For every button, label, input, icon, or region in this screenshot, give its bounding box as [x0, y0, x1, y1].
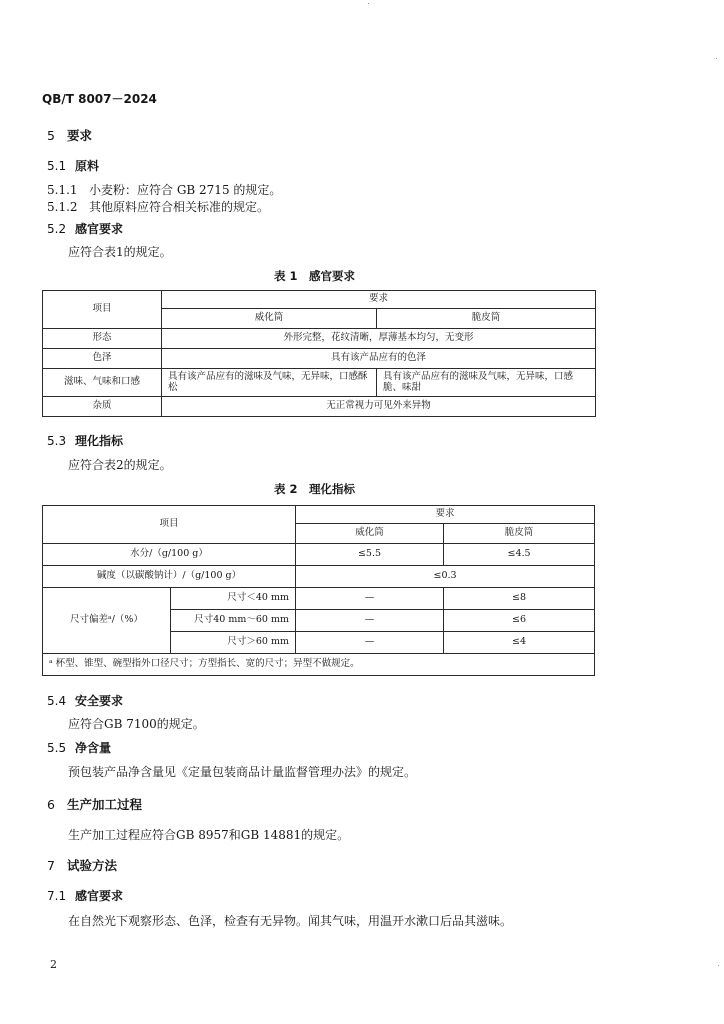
table-cell: ≤4.5	[444, 544, 595, 566]
section-number: 5.1	[47, 159, 67, 173]
paragraph-5-3: 应符合表2的规定。	[68, 458, 172, 472]
table-row-label: 水分/（g/100 g）	[43, 544, 296, 566]
document-header-id: QB/T 8007－2024	[42, 92, 157, 106]
section-7-heading	[47, 856, 117, 874]
table-cell: ≤0.3	[296, 566, 595, 588]
section-title: 原料	[75, 159, 100, 173]
table-row-sublabel: 尺寸＞60 mm	[171, 632, 296, 654]
table-2-physicochemical	[42, 505, 595, 676]
table-cell: 无正常视力可见外来异物	[162, 397, 596, 417]
table-row-sublabel: 尺寸40 mm～60 mm	[171, 610, 296, 632]
table-2-caption: 表 2 理化指标	[274, 482, 356, 496]
section-5-5-heading	[47, 739, 111, 756]
paragraph-5-4: 应符合GB 7100的规定。	[68, 717, 205, 731]
table-header-requirement: 要求	[162, 291, 596, 309]
section-6-heading	[47, 795, 142, 813]
section-title: 要求	[67, 128, 93, 143]
table-row-sublabel: 尺寸＜40 mm	[171, 588, 296, 610]
section-5-1-heading	[47, 157, 99, 174]
section-title: 净含量	[75, 741, 112, 755]
scan-speck	[716, 58, 717, 59]
table-cell: ≤4	[444, 632, 595, 654]
table-cell: ≤5.5	[296, 544, 444, 566]
section-title: 安全要求	[75, 694, 124, 708]
paragraph-7-1: 在自然光下观察形态、色泽，检查有无异物。闻其气味，用温开水漱口后品其滋味。	[68, 914, 513, 928]
section-title: 生产加工过程	[67, 797, 143, 812]
section-title: 感官要求	[75, 222, 124, 236]
clause-number: 5.1.2	[47, 200, 78, 214]
table-cell: 具有该产品应有的滋味及气味，无异味，口感脆、味甜	[377, 369, 596, 397]
section-5-4-heading	[47, 692, 123, 709]
table-header-col1: 威化筒	[162, 309, 377, 329]
table-cell: —	[296, 610, 444, 632]
clause-text: 其他原料应符合相关标准的规定。	[89, 200, 270, 214]
section-number: 5.5	[47, 741, 67, 755]
table-row-label: 色泽	[43, 349, 162, 369]
table-footnote: ᵃ 杯型、锥型、碗型指外口径尺寸；方型指长、宽的尺寸；异型不做规定。	[43, 654, 595, 676]
table-row-label: 尺寸偏差ᵃ/（%）	[43, 588, 171, 654]
section-title: 感官要求	[75, 889, 124, 903]
scan-speck	[368, 3, 369, 4]
table-header-item: 项目	[43, 291, 162, 329]
clause-text: 小麦粉：应符合 GB 2715 的规定。	[89, 183, 282, 197]
table-cell: 具有该产品应有的色泽	[162, 349, 596, 369]
section-number: 7	[47, 858, 55, 873]
paragraph-6: 生产加工过程应符合GB 8957和GB 14881的规定。	[68, 828, 350, 842]
table-cell: ≤6	[444, 610, 595, 632]
table-1-sensory	[42, 290, 596, 417]
table-cell: —	[296, 588, 444, 610]
paragraph-5-2: 应符合表1的规定。	[68, 245, 172, 259]
table-row-label: 杂质	[43, 397, 162, 417]
table-header-item: 项目	[43, 506, 296, 544]
table-row-label: 形态	[43, 329, 162, 349]
clause-number: 5.1.1	[47, 183, 78, 197]
clause-5-1-1	[47, 181, 281, 198]
table-header-col2: 脆皮筒	[444, 524, 595, 544]
section-5-3-heading	[47, 432, 123, 449]
paragraph-5-5: 预包装产品净含量见《定量包装商品计量监督管理办法》的规定。	[68, 765, 417, 779]
table-cell: 外形完整，花纹清晰，厚薄基本均匀，无变形	[162, 329, 596, 349]
section-title: 试验方法	[67, 858, 118, 873]
page-number: 2	[50, 958, 57, 971]
section-number: 5.2	[47, 222, 67, 236]
table-header-col1: 威化筒	[296, 524, 444, 544]
scan-speck	[718, 965, 719, 966]
clause-5-1-2	[47, 198, 269, 215]
table-1-caption: 表 1 感官要求	[274, 269, 356, 283]
table-cell: —	[296, 632, 444, 654]
section-5-heading	[47, 126, 92, 144]
table-cell: 具有该产品应有的滋味及气味，无异味，口感酥松	[162, 369, 377, 397]
section-number: 5.3	[47, 434, 67, 448]
table-cell: ≤8	[444, 588, 595, 610]
section-7-1-heading	[47, 887, 123, 904]
table-header-requirement: 要求	[296, 506, 595, 524]
section-number: 5.4	[47, 694, 67, 708]
table-header-col2: 脆皮筒	[377, 309, 596, 329]
section-number: 6	[47, 797, 55, 812]
section-number: 5	[47, 128, 55, 143]
section-number: 7.1	[47, 889, 67, 903]
table-row-label: 滋味、气味和口感	[43, 369, 162, 397]
table-row-label: 碱度（以碳酸钠计）/（g/100 g）	[43, 566, 296, 588]
section-5-2-heading	[47, 220, 123, 237]
section-title: 理化指标	[75, 434, 124, 448]
